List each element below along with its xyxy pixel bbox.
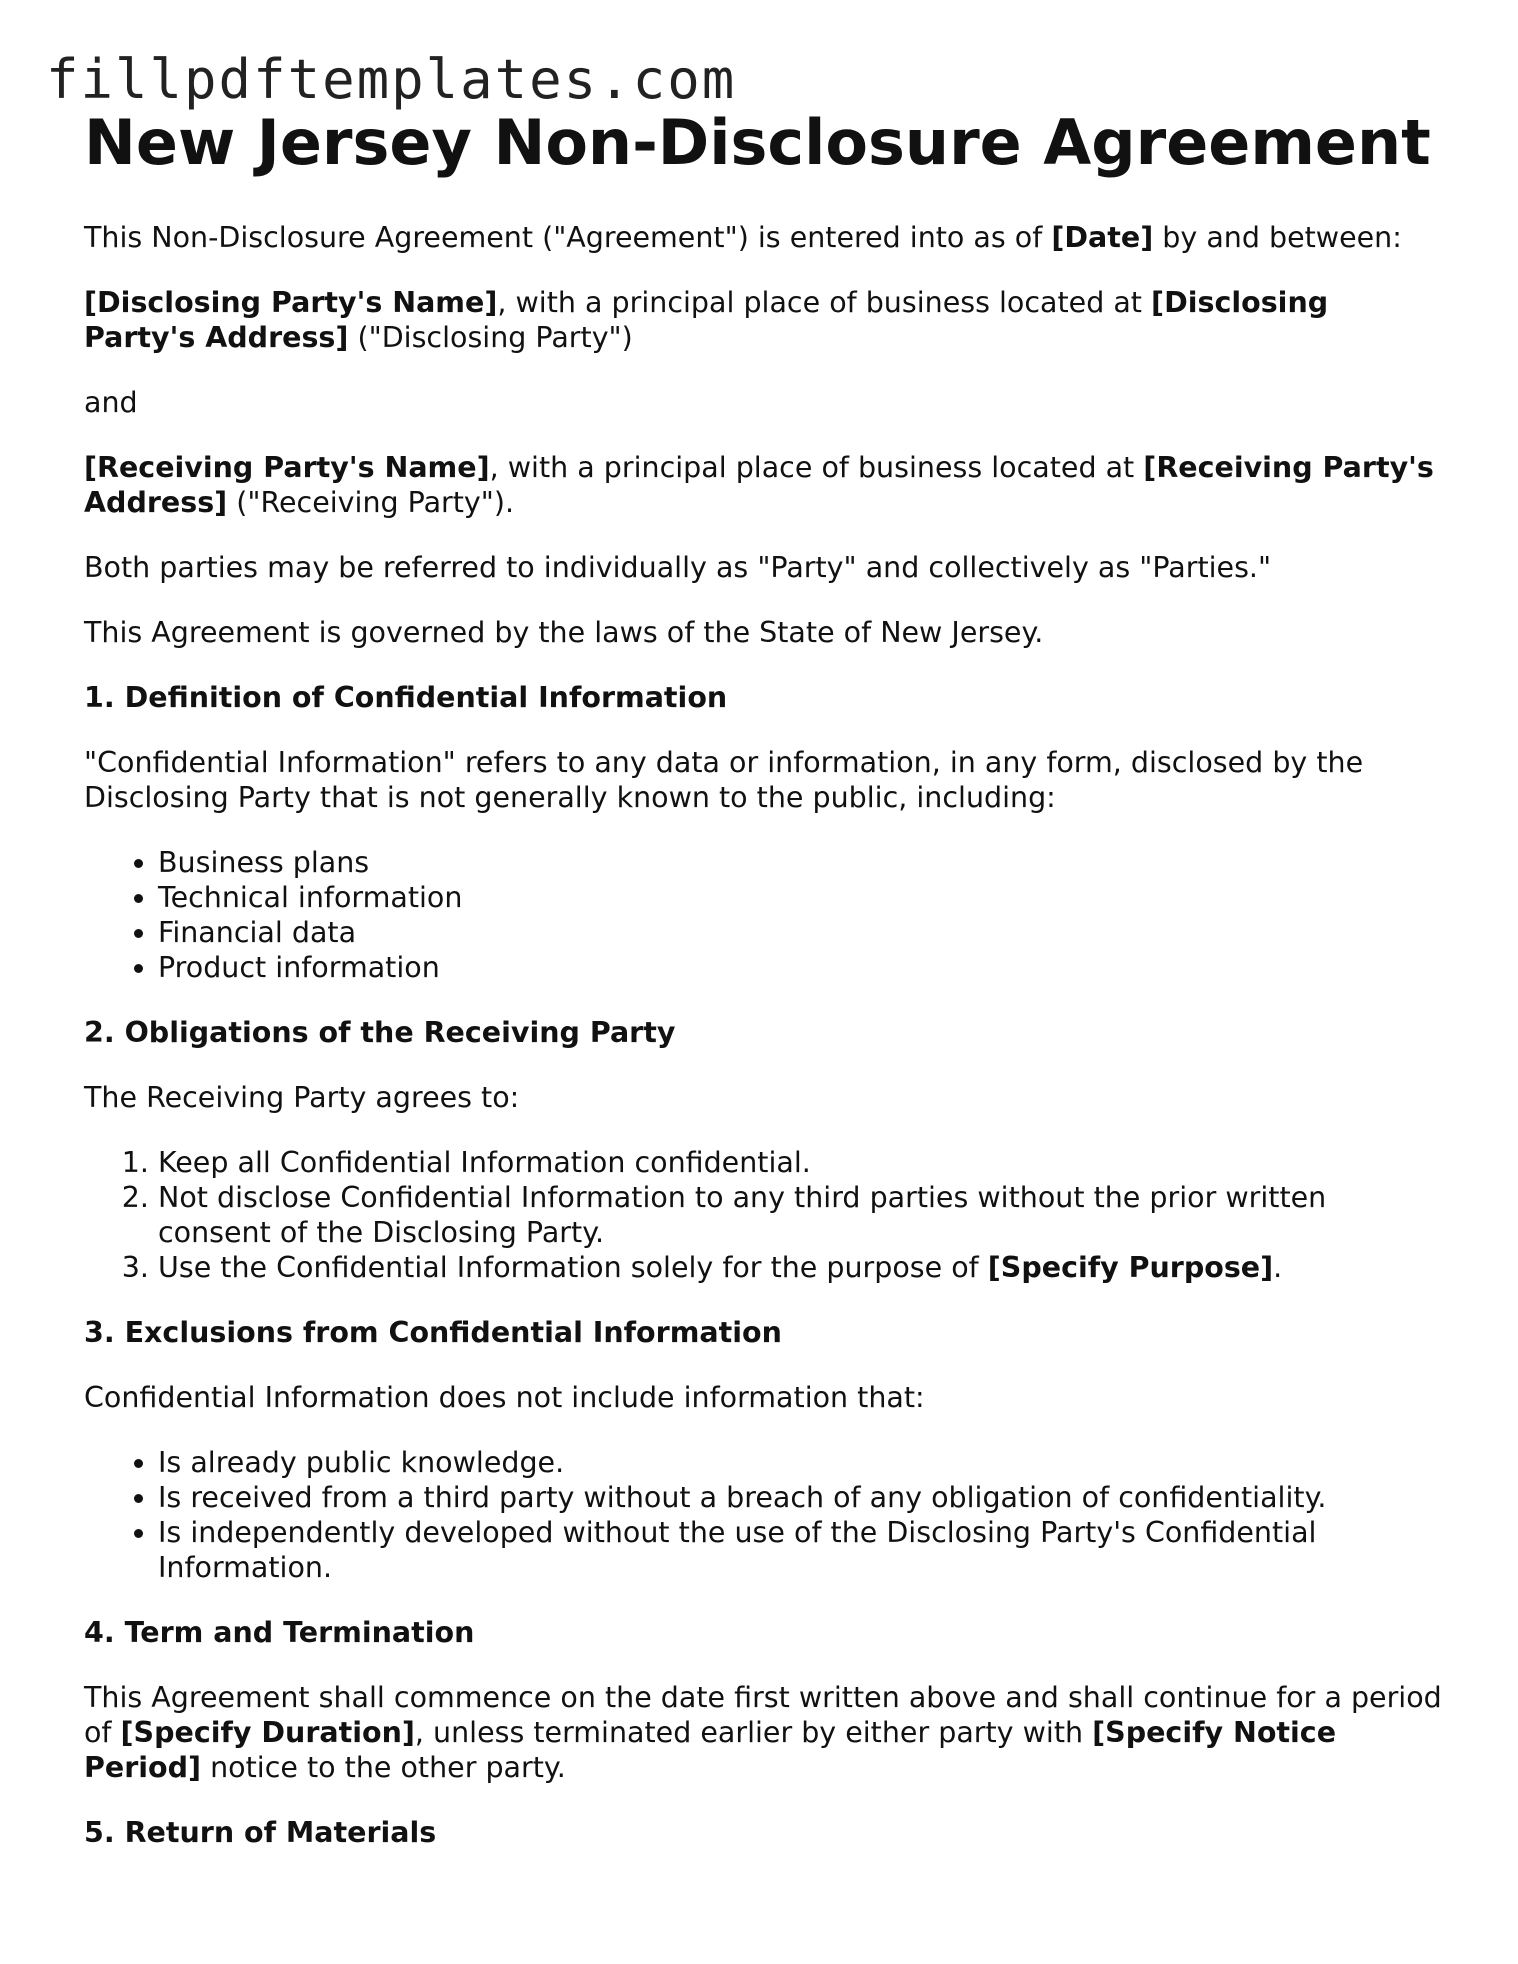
section-5-heading: 5. Return of Materials (84, 1816, 437, 1849)
section-1-body: "Confidential Information" refers to any data or information, in any form, disclosed by the Disclosing Party that is not generally known to the public, including: (84, 746, 1364, 814)
list-item: 1. Keep all Confidential Information confidential. (158, 1145, 1444, 1180)
list-item: • Is already public knowledge. (158, 1445, 1444, 1480)
disclosing-party-name-placeholder: [Disclosing Party's Name] (84, 286, 498, 319)
document-body (84, 106, 1444, 1880)
date-placeholder: [Date] (1051, 221, 1154, 254)
governing-law-paragraph: This Agreement is governed by the laws of the State of New Jersey. (84, 616, 1044, 649)
disclosing-party-address-placeholder: [Disclosing Party's Address] (84, 286, 1329, 354)
list-item: • Technical information (158, 880, 1444, 915)
list-item: • Financial data (158, 915, 1444, 950)
receiving-party-address-placeholder: [Receiving Party's Address] (84, 451, 1434, 519)
obligations-list (84, 1145, 1444, 1285)
section-3-heading: 3. Exclusions from Confidential Information (84, 1316, 782, 1349)
exclusions-list (84, 1445, 1444, 1585)
document-title: New Jersey Non-Disclosure Agreement (84, 106, 1431, 179)
receiving-party-paragraph: [Receiving Party's Name], with a principal place of business located at [Receiving Party's Address] ("Receiving Party"). (84, 451, 1434, 519)
confidential-info-list (84, 845, 1444, 985)
section-3-body: Confidential Information does not include information that: (84, 1381, 925, 1414)
list-item: • Business plans (158, 845, 1444, 880)
list-item: 2. Not disclose Confidential Information to any third parties without the prior written consent of the Disclosing Party. (158, 1180, 1444, 1250)
section-1-heading: 1. Definition of Confidential Information (84, 681, 728, 714)
list-item: • Product information (158, 950, 1444, 985)
section-4-heading: 4. Term and Termination (84, 1616, 475, 1649)
list-item: • Is independently developed without the use of the Disclosing Party's Confidential Information. (158, 1515, 1444, 1585)
section-2-body: The Receiving Party agrees to: (84, 1081, 520, 1114)
duration-placeholder: [Specify Duration] (120, 1716, 415, 1749)
purpose-placeholder: [Specify Purpose] (987, 1251, 1274, 1284)
site-watermark: fillpdftemplates.com (46, 48, 737, 111)
and-text: and (84, 386, 138, 419)
notice-period-placeholder: [Specify Notice Period] (84, 1716, 1337, 1784)
receiving-party-name-placeholder: [Receiving Party's Name] (84, 451, 490, 484)
list-item: 3. Use the Confidential Information solely for the purpose of [Specify Purpose]. (158, 1250, 1444, 1285)
section-2-heading: 2. Obligations of the Receiving Party (84, 1016, 676, 1049)
section-4-body: This Agreement shall commence on the date first written above and shall continue for a period of [Specify Duration], unless terminated earlier by either party with [Specify Notice Period] notice to the other party. (84, 1681, 1442, 1784)
intro-paragraph: This Non-Disclosure Agreement ("Agreement") is entered into as of [Date] by and between: (84, 221, 1402, 254)
parties-reference-paragraph: Both parties may be referred to individually as "Party" and collectively as "Parties." (84, 551, 1272, 584)
list-item: • Is received from a third party without a breach of any obligation of confidentiality. (158, 1480, 1444, 1515)
disclosing-party-paragraph: [Disclosing Party's Name], with a principal place of business located at [Disclosing Party's Address] ("Disclosing Party") (84, 286, 1329, 354)
